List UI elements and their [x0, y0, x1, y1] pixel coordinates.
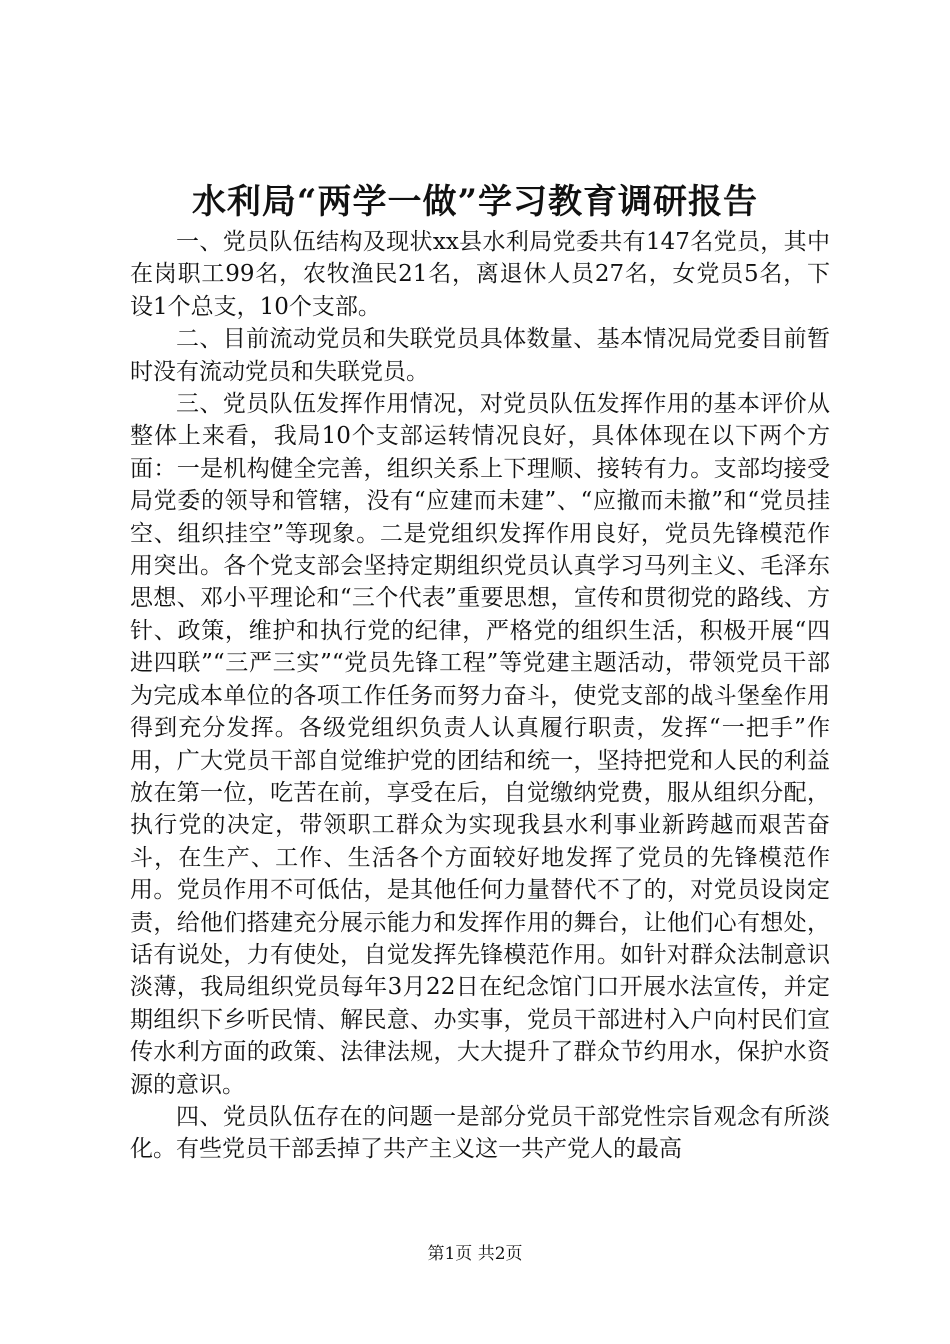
paragraph-2: 二、目前流动党员和失联党员具体数量、基本情况局党委目前暂时没有流动党员和失联党员。 — [130, 326, 830, 385]
paragraph-3: 三、党员队伍发挥作用情况，对党员队伍发挥作用的基本评价从整体上来看，我局10个支部运转情况良好，具体体现在以下两个方面：一是机构健全完善，组织关系上下理顺、接转有力。支部均接受局党委的领导和管辖，没有“应建而未建”、“应撤而未撤”和“党员挂空、组织挂空”等现象。二是党组织发挥作用良好，党员先锋模范作用突出。各个党支部会坚持定期组织党员认真学习马列主义、毛泽东思想、邓小平理论和“三个代表”重要思想，宣传和贯彻党的路线、方针、政策，维护和执行党的纪律，严格党的组织生活，积极开展“四进四联”“三严三实”“党员先锋工程”等党建主题活动，带领党员干部为完成本单位的各项工作任务而努力奋斗，使党支部的战斗堡垒作用得到充分发挥。各级党组织负责人认真履行职责，发挥“一把手”作用，广大党员干部自觉维护党的团结和统一，坚持把党和人民的利益放在第一位，吃苦在前，享受在后，自觉缴纳党费，服从组织分配，执行党的决定，带领职工群众为实现我县水利事业新跨越而艰苦奋斗，在生产、工作、生活各个方面较好地发挥了党员的先锋模范作用。党员作用不可低估，是其他任何力量替代不了的，对党员设岗定责，给他们搭建充分展示能力和发挥作用的舞台，让他们心有想处，话有说处，力有使处，自觉发挥先锋模范作用。如针对群众法制意识淡薄，我局组织党员每年3月22日在纪念馆门口开展水法宣传，并定期组织下乡听民情、解民意、办实事，党员干部进村入户向村民们宣传水利方面的政策、法律法规，大大提升了群众节约用水，保护水资源的意识。 — [130, 391, 830, 1098]
paragraph-4: 四、党员队伍存在的问题一是部分党员干部党性宗旨观念有所淡化。有些党员干部丢掉了共产主义这一共产党人的最高 — [130, 1103, 830, 1163]
document-title: 水利局“两学一做”学习教育调研报告 — [191, 182, 759, 222]
paragraph-1: 一、党员队伍结构及现状xx县水利局党委共有147名党员，其中在岗职工99名，农牧渔民21名，离退休人员27名，女党员5名，下设1个总支，10个支部。 — [130, 229, 830, 320]
page-number-footer: 第1页 共2页 — [427, 1244, 523, 1264]
document-body — [130, 226, 830, 1166]
